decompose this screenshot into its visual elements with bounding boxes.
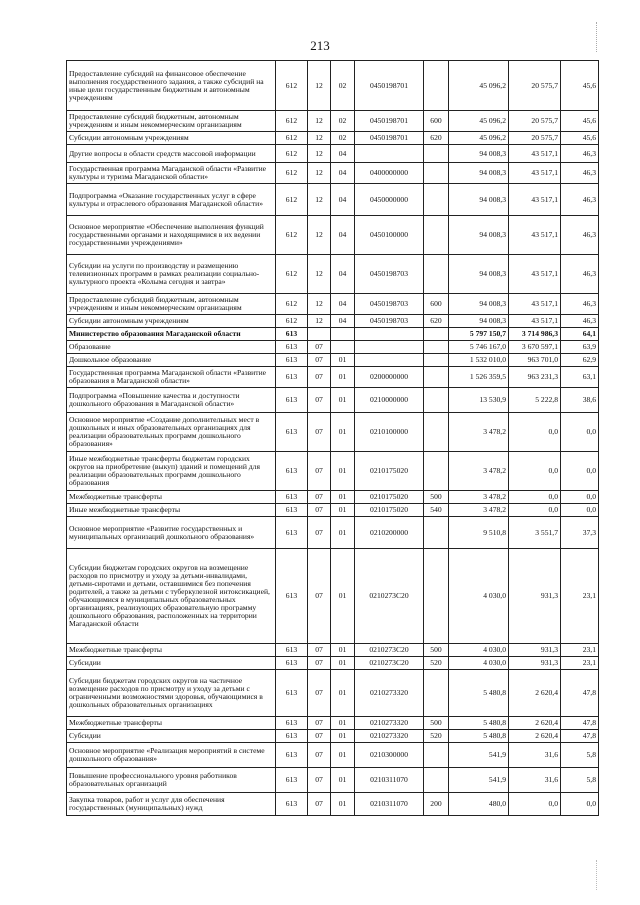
table-row	[67, 644, 599, 657]
cell-plan-amount: 5 480,8	[449, 730, 509, 743]
cell-expense-type	[424, 452, 449, 491]
cell-execution-percent: 46,3	[561, 255, 599, 294]
cell-plan-amount: 94 008,3	[449, 145, 509, 163]
cell-executed-amount: 2 620,4	[509, 717, 561, 730]
cell-name: Основное мероприятие «Развитие государственных и муниципальных организаций дошкольного образования»	[67, 517, 276, 549]
cell-name: Подпрограмма «Оказание государственных услуг в сфере культуры и отраслевого образования Магаданской области»	[67, 184, 276, 216]
cell-section: 12	[308, 184, 331, 216]
cell-ministry: 612	[276, 216, 308, 255]
cell-subsection: 02	[331, 111, 355, 132]
cell-ministry: 612	[276, 163, 308, 184]
cell-execution-percent: 0,0	[561, 793, 599, 816]
cell-executed-amount: 43 517,1	[509, 145, 561, 163]
cell-name: Межбюджетные трансферты	[67, 491, 276, 504]
cell-name: Субсидии бюджетам городских округов на возмещение расходов по присмотру и уходу за детьми-инвалидами, детьми-сиротами и детьми, оставшимися без попечения родителей, а также за детьми с туберкулезной интоксикацией, обучающимися в муниципальных образовательных организациях, реализующих образовательную программу дошкольного образования, расположенных на территории Магаданской области	[67, 549, 276, 644]
table-body	[67, 61, 599, 816]
cell-executed-amount: 0,0	[509, 793, 561, 816]
cell-expense-type: 500	[424, 644, 449, 657]
cell-section: 12	[308, 145, 331, 163]
table-row	[67, 517, 599, 549]
cell-subsection: 04	[331, 255, 355, 294]
cell-ministry: 613	[276, 730, 308, 743]
table-row	[67, 61, 599, 111]
cell-execution-percent: 46,3	[561, 145, 599, 163]
cell-execution-percent: 23,1	[561, 657, 599, 670]
cell-section: 07	[308, 549, 331, 644]
table-row	[67, 315, 599, 328]
table-row	[67, 341, 599, 354]
cell-expense-type	[424, 388, 449, 413]
cell-executed-amount: 2 620,4	[509, 670, 561, 717]
cell-section: 07	[308, 743, 331, 768]
cell-execution-percent: 23,1	[561, 644, 599, 657]
cell-execution-percent: 0,0	[561, 504, 599, 517]
cell-section: 07	[308, 388, 331, 413]
cell-expense-type	[424, 61, 449, 111]
cell-subsection: 02	[331, 61, 355, 111]
cell-executed-amount: 43 517,1	[509, 184, 561, 216]
cell-name: Субсидии автономным учреждениям	[67, 132, 276, 145]
cell-plan-amount: 5 480,8	[449, 670, 509, 717]
cell-name: Основное мероприятие «Реализация мероприятий в системе дошкольного образования»	[67, 743, 276, 768]
cell-executed-amount: 931,3	[509, 644, 561, 657]
page-number: 213	[310, 38, 330, 53]
cell-expense-type	[424, 341, 449, 354]
cell-expense-type: 600	[424, 111, 449, 132]
cell-expense-type	[424, 216, 449, 255]
cell-target-article: 0450198703	[355, 294, 424, 315]
cell-name: Иные межбюджетные трансферты	[67, 504, 276, 517]
cell-name: Другие вопросы в области средств массовой информации	[67, 145, 276, 163]
cell-name: Предоставление субсидий бюджетным, автономным учреждениям и иным некоммерческим организациям	[67, 294, 276, 315]
cell-target-article: 0450198703	[355, 255, 424, 294]
budget-table	[66, 60, 599, 816]
cell-plan-amount: 541,9	[449, 768, 509, 793]
cell-target-article: 0450198701	[355, 111, 424, 132]
table-row	[67, 184, 599, 216]
cell-name: Межбюджетные трансферты	[67, 644, 276, 657]
cell-execution-percent: 0,0	[561, 413, 599, 452]
cell-execution-percent: 64,1	[561, 328, 599, 341]
cell-section: 12	[308, 132, 331, 145]
cell-execution-percent: 46,3	[561, 294, 599, 315]
cell-target-article: 0200000000	[355, 367, 424, 388]
cell-subsection: 01	[331, 730, 355, 743]
table-row	[67, 328, 599, 341]
table-row	[67, 730, 599, 743]
cell-expense-type	[424, 549, 449, 644]
cell-ministry: 613	[276, 367, 308, 388]
cell-plan-amount: 541,9	[449, 743, 509, 768]
table-row	[67, 717, 599, 730]
cell-execution-percent: 63,1	[561, 367, 599, 388]
cell-target-article	[355, 145, 424, 163]
cell-execution-percent: 5,8	[561, 743, 599, 768]
cell-executed-amount: 3 714 986,3	[509, 328, 561, 341]
table-row	[67, 145, 599, 163]
cell-ministry: 612	[276, 255, 308, 294]
cell-expense-type: 500	[424, 717, 449, 730]
cell-expense-type	[424, 163, 449, 184]
cell-name: Субсидии автономным учреждениям	[67, 315, 276, 328]
cell-subsection: 01	[331, 793, 355, 816]
cell-subsection: 01	[331, 354, 355, 367]
cell-expense-type: 540	[424, 504, 449, 517]
cell-executed-amount: 43 517,1	[509, 315, 561, 328]
cell-plan-amount: 4 030,0	[449, 549, 509, 644]
cell-subsection: 01	[331, 717, 355, 730]
cell-name: Предоставление субсидий бюджетным, автономным учреждениям и иным некоммерческим организациям	[67, 111, 276, 132]
cell-section: 12	[308, 163, 331, 184]
cell-target-article	[355, 328, 424, 341]
cell-plan-amount: 3 478,2	[449, 504, 509, 517]
cell-ministry: 612	[276, 61, 308, 111]
cell-subsection: 01	[331, 491, 355, 504]
table-row	[67, 132, 599, 145]
cell-name: Образование	[67, 341, 276, 354]
cell-name: Предоставление субсидий на финансовое обеспечение выполнения государственного задания, а также субсидий на иные цели государственным бюджетным и автономным учреждениям	[67, 61, 276, 111]
cell-executed-amount: 3 551,7	[509, 517, 561, 549]
cell-execution-percent: 38,6	[561, 388, 599, 413]
cell-plan-amount: 94 008,3	[449, 255, 509, 294]
cell-executed-amount: 0,0	[509, 413, 561, 452]
cell-target-article: 0450198701	[355, 61, 424, 111]
cell-executed-amount: 5 222,8	[509, 388, 561, 413]
cell-plan-amount: 4 030,0	[449, 657, 509, 670]
table-row	[67, 294, 599, 315]
cell-ministry: 613	[276, 717, 308, 730]
cell-section: 07	[308, 452, 331, 491]
cell-subsection: 01	[331, 768, 355, 793]
cell-executed-amount: 0,0	[509, 491, 561, 504]
cell-section: 12	[308, 61, 331, 111]
cell-plan-amount: 1 526 359,5	[449, 367, 509, 388]
cell-executed-amount: 931,3	[509, 549, 561, 644]
cell-subsection: 01	[331, 452, 355, 491]
cell-ministry: 613	[276, 517, 308, 549]
cell-ministry: 612	[276, 315, 308, 328]
cell-executed-amount: 31,6	[509, 743, 561, 768]
cell-target-article: 0210175020	[355, 491, 424, 504]
cell-name: Государственная программа Магаданской области «Развитие образования в Магаданской области»	[67, 367, 276, 388]
cell-executed-amount: 3 670 597,1	[509, 341, 561, 354]
cell-name: Субсидии	[67, 730, 276, 743]
cell-execution-percent: 47,8	[561, 730, 599, 743]
cell-name: Дошкольное образование	[67, 354, 276, 367]
cell-executed-amount: 20 575,7	[509, 132, 561, 145]
cell-section: 07	[308, 670, 331, 717]
cell-target-article: 0450198701	[355, 132, 424, 145]
table-row	[67, 413, 599, 452]
table-row	[67, 163, 599, 184]
cell-target-article: 0210000000	[355, 388, 424, 413]
cell-name: Подпрограмма «Повышение качества и доступности дошкольного образования в Магаданской области»	[67, 388, 276, 413]
cell-expense-type	[424, 743, 449, 768]
cell-subsection: 02	[331, 132, 355, 145]
cell-subsection: 01	[331, 743, 355, 768]
cell-section: 12	[308, 111, 331, 132]
table-row	[67, 768, 599, 793]
cell-target-article: 0210273С20	[355, 549, 424, 644]
cell-name: Повышение профессионального уровня работников образовательных организаций	[67, 768, 276, 793]
cell-expense-type	[424, 255, 449, 294]
cell-subsection: 04	[331, 163, 355, 184]
cell-execution-percent: 46,3	[561, 163, 599, 184]
cell-subsection	[331, 341, 355, 354]
cell-target-article: 0210273320	[355, 730, 424, 743]
cell-plan-amount: 5 746 167,0	[449, 341, 509, 354]
cell-ministry: 613	[276, 644, 308, 657]
cell-plan-amount: 5 797 150,7	[449, 328, 509, 341]
cell-execution-percent: 45,6	[561, 61, 599, 111]
cell-plan-amount: 3 478,2	[449, 452, 509, 491]
scan-edge-marks-bottom	[596, 860, 601, 890]
cell-section: 07	[308, 413, 331, 452]
cell-expense-type: 620	[424, 132, 449, 145]
cell-section: 07	[308, 504, 331, 517]
cell-section: 07	[308, 354, 331, 367]
cell-name: Основное мероприятие «Обеспечение выполнения функций государственными органами и находящимися в их ведении государственными учреждениями»	[67, 216, 276, 255]
cell-plan-amount: 3 478,2	[449, 413, 509, 452]
cell-target-article: 0450000000	[355, 184, 424, 216]
cell-section	[308, 328, 331, 341]
table-row	[67, 549, 599, 644]
cell-execution-percent: 46,3	[561, 216, 599, 255]
cell-subsection: 01	[331, 670, 355, 717]
cell-executed-amount: 0,0	[509, 504, 561, 517]
cell-section: 07	[308, 768, 331, 793]
cell-name: Закупка товаров, работ и услуг для обеспечения государственных (муниципальных) нужд	[67, 793, 276, 816]
cell-expense-type	[424, 517, 449, 549]
cell-expense-type	[424, 768, 449, 793]
cell-expense-type	[424, 670, 449, 717]
cell-subsection: 04	[331, 294, 355, 315]
cell-section: 07	[308, 793, 331, 816]
cell-section: 12	[308, 294, 331, 315]
cell-section: 12	[308, 315, 331, 328]
cell-ministry: 613	[276, 768, 308, 793]
cell-executed-amount: 0,0	[509, 452, 561, 491]
cell-execution-percent: 47,8	[561, 717, 599, 730]
cell-section: 07	[308, 341, 331, 354]
cell-plan-amount: 9 510,8	[449, 517, 509, 549]
cell-executed-amount: 20 575,7	[509, 61, 561, 111]
cell-name: Субсидии на услуги по производству и размещению телевизионных программ в рамках реализации социально-культурного проекта «Колыма сегодня и завтра»	[67, 255, 276, 294]
cell-section: 07	[308, 517, 331, 549]
cell-expense-type	[424, 184, 449, 216]
cell-plan-amount: 94 008,3	[449, 294, 509, 315]
cell-execution-percent: 23,1	[561, 549, 599, 644]
cell-name: Министерство образования Магаданской области	[67, 328, 276, 341]
cell-execution-percent: 46,3	[561, 184, 599, 216]
cell-expense-type	[424, 367, 449, 388]
cell-name: Межбюджетные трансферты	[67, 717, 276, 730]
cell-subsection: 04	[331, 184, 355, 216]
cell-section: 07	[308, 644, 331, 657]
cell-ministry: 612	[276, 294, 308, 315]
cell-subsection: 01	[331, 367, 355, 388]
cell-section: 12	[308, 255, 331, 294]
cell-name: Государственная программа Магаданской области «Развитие культуры и туризма Магаданской области»	[67, 163, 276, 184]
cell-name: Иные межбюджетные трансферты бюджетам городских округов на приобретение (выкуп) зданий и помещений для реализации образовательных программ дошкольного образования	[67, 452, 276, 491]
cell-executed-amount: 2 620,4	[509, 730, 561, 743]
cell-ministry: 613	[276, 328, 308, 341]
cell-execution-percent: 37,3	[561, 517, 599, 549]
cell-plan-amount: 13 530,9	[449, 388, 509, 413]
cell-target-article: 0400000000	[355, 163, 424, 184]
cell-target-article: 0210273С20	[355, 657, 424, 670]
cell-ministry: 613	[276, 413, 308, 452]
cell-target-article: 0450198703	[355, 315, 424, 328]
cell-ministry: 613	[276, 657, 308, 670]
cell-execution-percent: 0,0	[561, 452, 599, 491]
cell-ministry: 613	[276, 452, 308, 491]
cell-executed-amount: 931,3	[509, 657, 561, 670]
cell-subsection: 04	[331, 216, 355, 255]
cell-expense-type: 520	[424, 657, 449, 670]
cell-ministry: 612	[276, 111, 308, 132]
cell-name: Субсидии бюджетам городских округов на частичное возмещение расходов по присмотру и уходу за детьми с ограниченными возможностями здоровья, обучающимися в дошкольных образовательных организациях	[67, 670, 276, 717]
cell-subsection: 04	[331, 145, 355, 163]
cell-section: 07	[308, 717, 331, 730]
cell-subsection: 01	[331, 413, 355, 452]
cell-executed-amount: 963 701,0	[509, 354, 561, 367]
cell-plan-amount: 45 096,2	[449, 132, 509, 145]
cell-target-article: 0210273320	[355, 670, 424, 717]
cell-executed-amount: 43 517,1	[509, 294, 561, 315]
cell-executed-amount: 31,6	[509, 768, 561, 793]
table-row	[67, 657, 599, 670]
cell-expense-type	[424, 413, 449, 452]
scan-edge-marks	[596, 22, 601, 52]
cell-section: 07	[308, 730, 331, 743]
cell-executed-amount: 43 517,1	[509, 216, 561, 255]
cell-target-article: 0210273С20	[355, 644, 424, 657]
cell-ministry: 613	[276, 549, 308, 644]
cell-name: Субсидии	[67, 657, 276, 670]
cell-subsection: 01	[331, 657, 355, 670]
cell-target-article: 0210100000	[355, 413, 424, 452]
table-row	[67, 491, 599, 504]
cell-execution-percent: 46,3	[561, 315, 599, 328]
cell-ministry: 613	[276, 743, 308, 768]
table-row	[67, 452, 599, 491]
cell-ministry: 613	[276, 793, 308, 816]
table-row	[67, 793, 599, 816]
cell-target-article: 0210311070	[355, 768, 424, 793]
table-row	[67, 216, 599, 255]
table-row	[67, 388, 599, 413]
cell-plan-amount: 45 096,2	[449, 111, 509, 132]
cell-expense-type: 520	[424, 730, 449, 743]
cell-execution-percent: 63,9	[561, 341, 599, 354]
cell-ministry: 613	[276, 670, 308, 717]
cell-target-article: 0210175020	[355, 452, 424, 491]
cell-subsection: 01	[331, 504, 355, 517]
cell-executed-amount: 20 575,7	[509, 111, 561, 132]
cell-target-article: 0210311070	[355, 793, 424, 816]
cell-execution-percent: 45,6	[561, 132, 599, 145]
cell-plan-amount: 1 532 010,0	[449, 354, 509, 367]
cell-execution-percent: 45,6	[561, 111, 599, 132]
cell-expense-type: 200	[424, 793, 449, 816]
cell-section: 12	[308, 216, 331, 255]
cell-target-article	[355, 354, 424, 367]
cell-ministry: 613	[276, 354, 308, 367]
cell-plan-amount: 45 096,2	[449, 61, 509, 111]
cell-ministry: 612	[276, 184, 308, 216]
cell-ministry: 612	[276, 132, 308, 145]
cell-plan-amount: 3 478,2	[449, 491, 509, 504]
cell-plan-amount: 5 480,8	[449, 717, 509, 730]
cell-section: 07	[308, 367, 331, 388]
cell-subsection: 01	[331, 388, 355, 413]
table-row	[67, 354, 599, 367]
cell-ministry: 613	[276, 388, 308, 413]
cell-plan-amount: 480,0	[449, 793, 509, 816]
cell-section: 07	[308, 657, 331, 670]
cell-executed-amount: 963 231,3	[509, 367, 561, 388]
cell-ministry: 613	[276, 504, 308, 517]
cell-expense-type: 600	[424, 294, 449, 315]
cell-target-article: 0210273320	[355, 717, 424, 730]
cell-executed-amount: 43 517,1	[509, 163, 561, 184]
table-row	[67, 743, 599, 768]
cell-executed-amount: 43 517,1	[509, 255, 561, 294]
cell-subsection: 01	[331, 644, 355, 657]
cell-expense-type	[424, 145, 449, 163]
cell-plan-amount: 94 008,3	[449, 184, 509, 216]
cell-subsection: 01	[331, 549, 355, 644]
cell-expense-type: 500	[424, 491, 449, 504]
cell-ministry: 613	[276, 341, 308, 354]
cell-target-article	[355, 341, 424, 354]
table-row	[67, 504, 599, 517]
cell-ministry: 612	[276, 145, 308, 163]
cell-plan-amount: 4 030,0	[449, 644, 509, 657]
table-row	[67, 670, 599, 717]
cell-execution-percent: 5,8	[561, 768, 599, 793]
table-row	[67, 367, 599, 388]
cell-subsection: 01	[331, 517, 355, 549]
cell-expense-type	[424, 328, 449, 341]
cell-name: Основное мероприятие «Создание дополнительных мест в дошкольных и иных образовательных организациях для реализации образовательных программ дошкольного образования»	[67, 413, 276, 452]
cell-target-article: 0450100000	[355, 216, 424, 255]
cell-execution-percent: 62,9	[561, 354, 599, 367]
cell-plan-amount: 94 008,3	[449, 216, 509, 255]
cell-expense-type	[424, 354, 449, 367]
cell-execution-percent: 47,8	[561, 670, 599, 717]
cell-target-article: 0210200000	[355, 517, 424, 549]
cell-subsection: 04	[331, 315, 355, 328]
cell-expense-type: 620	[424, 315, 449, 328]
cell-plan-amount: 94 008,3	[449, 163, 509, 184]
cell-execution-percent: 0,0	[561, 491, 599, 504]
cell-target-article: 0210300000	[355, 743, 424, 768]
table-row	[67, 255, 599, 294]
cell-subsection	[331, 328, 355, 341]
cell-target-article: 0210175020	[355, 504, 424, 517]
cell-ministry: 613	[276, 491, 308, 504]
table-row	[67, 111, 599, 132]
cell-plan-amount: 94 008,3	[449, 315, 509, 328]
cell-section: 07	[308, 491, 331, 504]
